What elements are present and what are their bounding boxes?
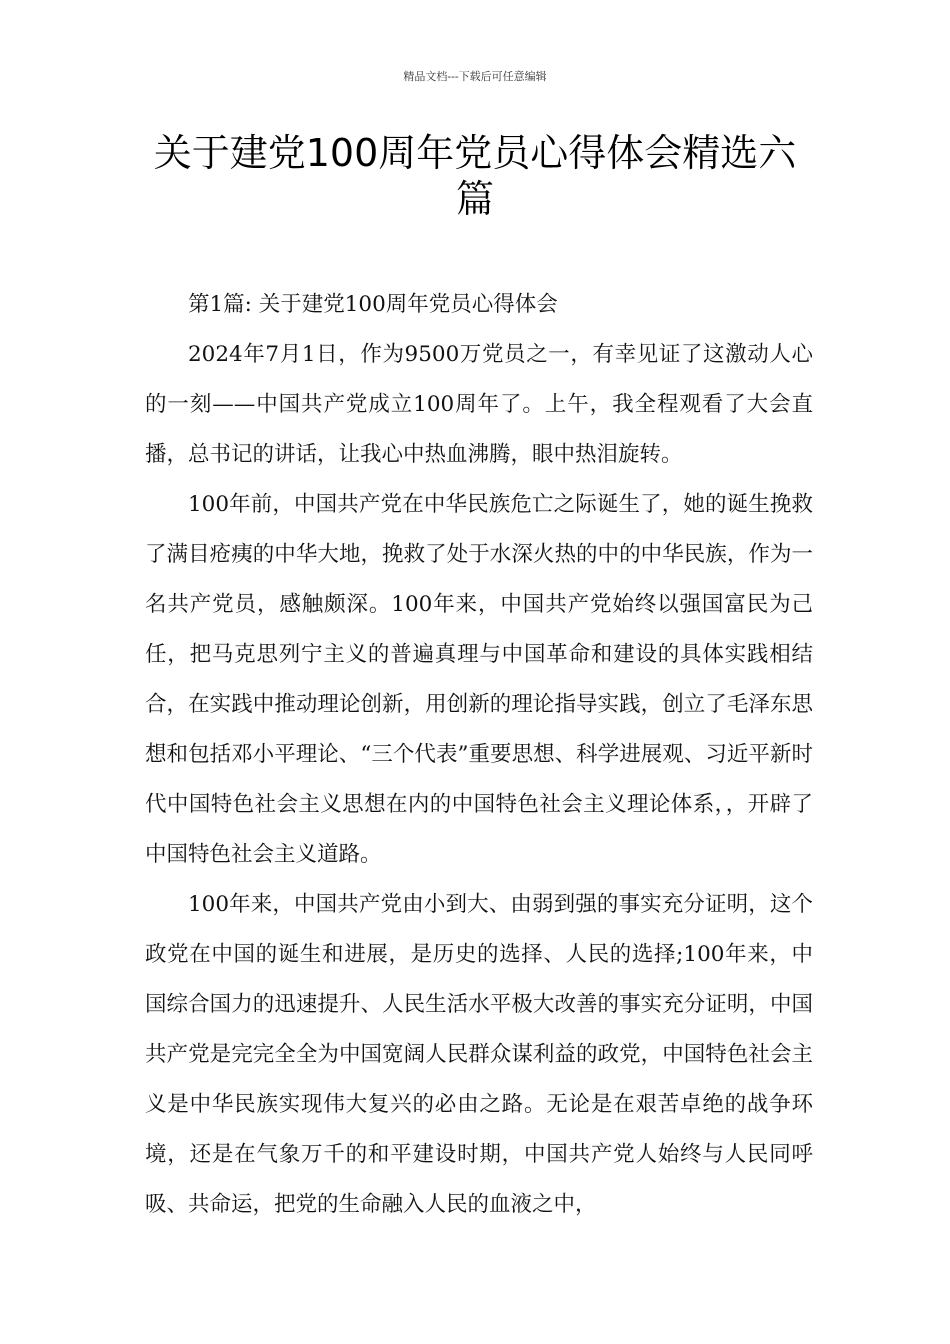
section-heading: 第1篇: 关于建党100周年党员心得体会 [188, 292, 558, 317]
paragraph: 100年前，中国共产党在中华民族危亡之际诞生了，她的诞生挽救了满目疮痍的中华大地，挽救了处于水深火热的中的中华民族，作为一名共产党员，感触颇深。100年来，中国共产党始终以强国富民为己任，把马克思列宁主义的普遍真理与中国革命和建设的具体实践相结合，在实践中推动理论创新，用创新的理论指导实践，创立了毛泽东思想和包括邓小平理论、“三个代表”重要思想、科学进展观、习近平新时代中国特色社会主义思想在内的中国特色社会主义理论体系，，开辟了中国特色社会主义道路。 [145, 492, 813, 867]
document-body [145, 280, 813, 1230]
document-title: 关于建党100周年党员心得体会精选六篇 [153, 131, 797, 221]
header-note: 精品文档---下载后可任意编辑 [403, 70, 547, 83]
paragraph: 2024年7月1日，作为9500万党员之一，有幸见证了这激动人心的一刻——中国共产党成立100周年了。上午，我全程观看了大会直播，总书记的讲话，让我心中热血沸腾，眼中热泪旋转。 [145, 342, 813, 467]
paragraph: 100年来，中国共产党由小到大、由弱到强的事实充分证明，这个政党在中国的诞生和进展，是历史的选择、人民的选择;100年来，中国综合国力的迅速提升、人民生活水平极大改善的事实充分证明，中国共产党是完完全全为中国宽阔人民群众谋利益的政党，中国特色社会主义是中华民族实现伟大复兴的必由之路。无论是在艰苦卓绝的战争环境，还是在气象万千的和平建设时期，中国共产党人始终与人民同呼吸、共命运，把党的生命融入人民的血液之中， [145, 892, 813, 1217]
